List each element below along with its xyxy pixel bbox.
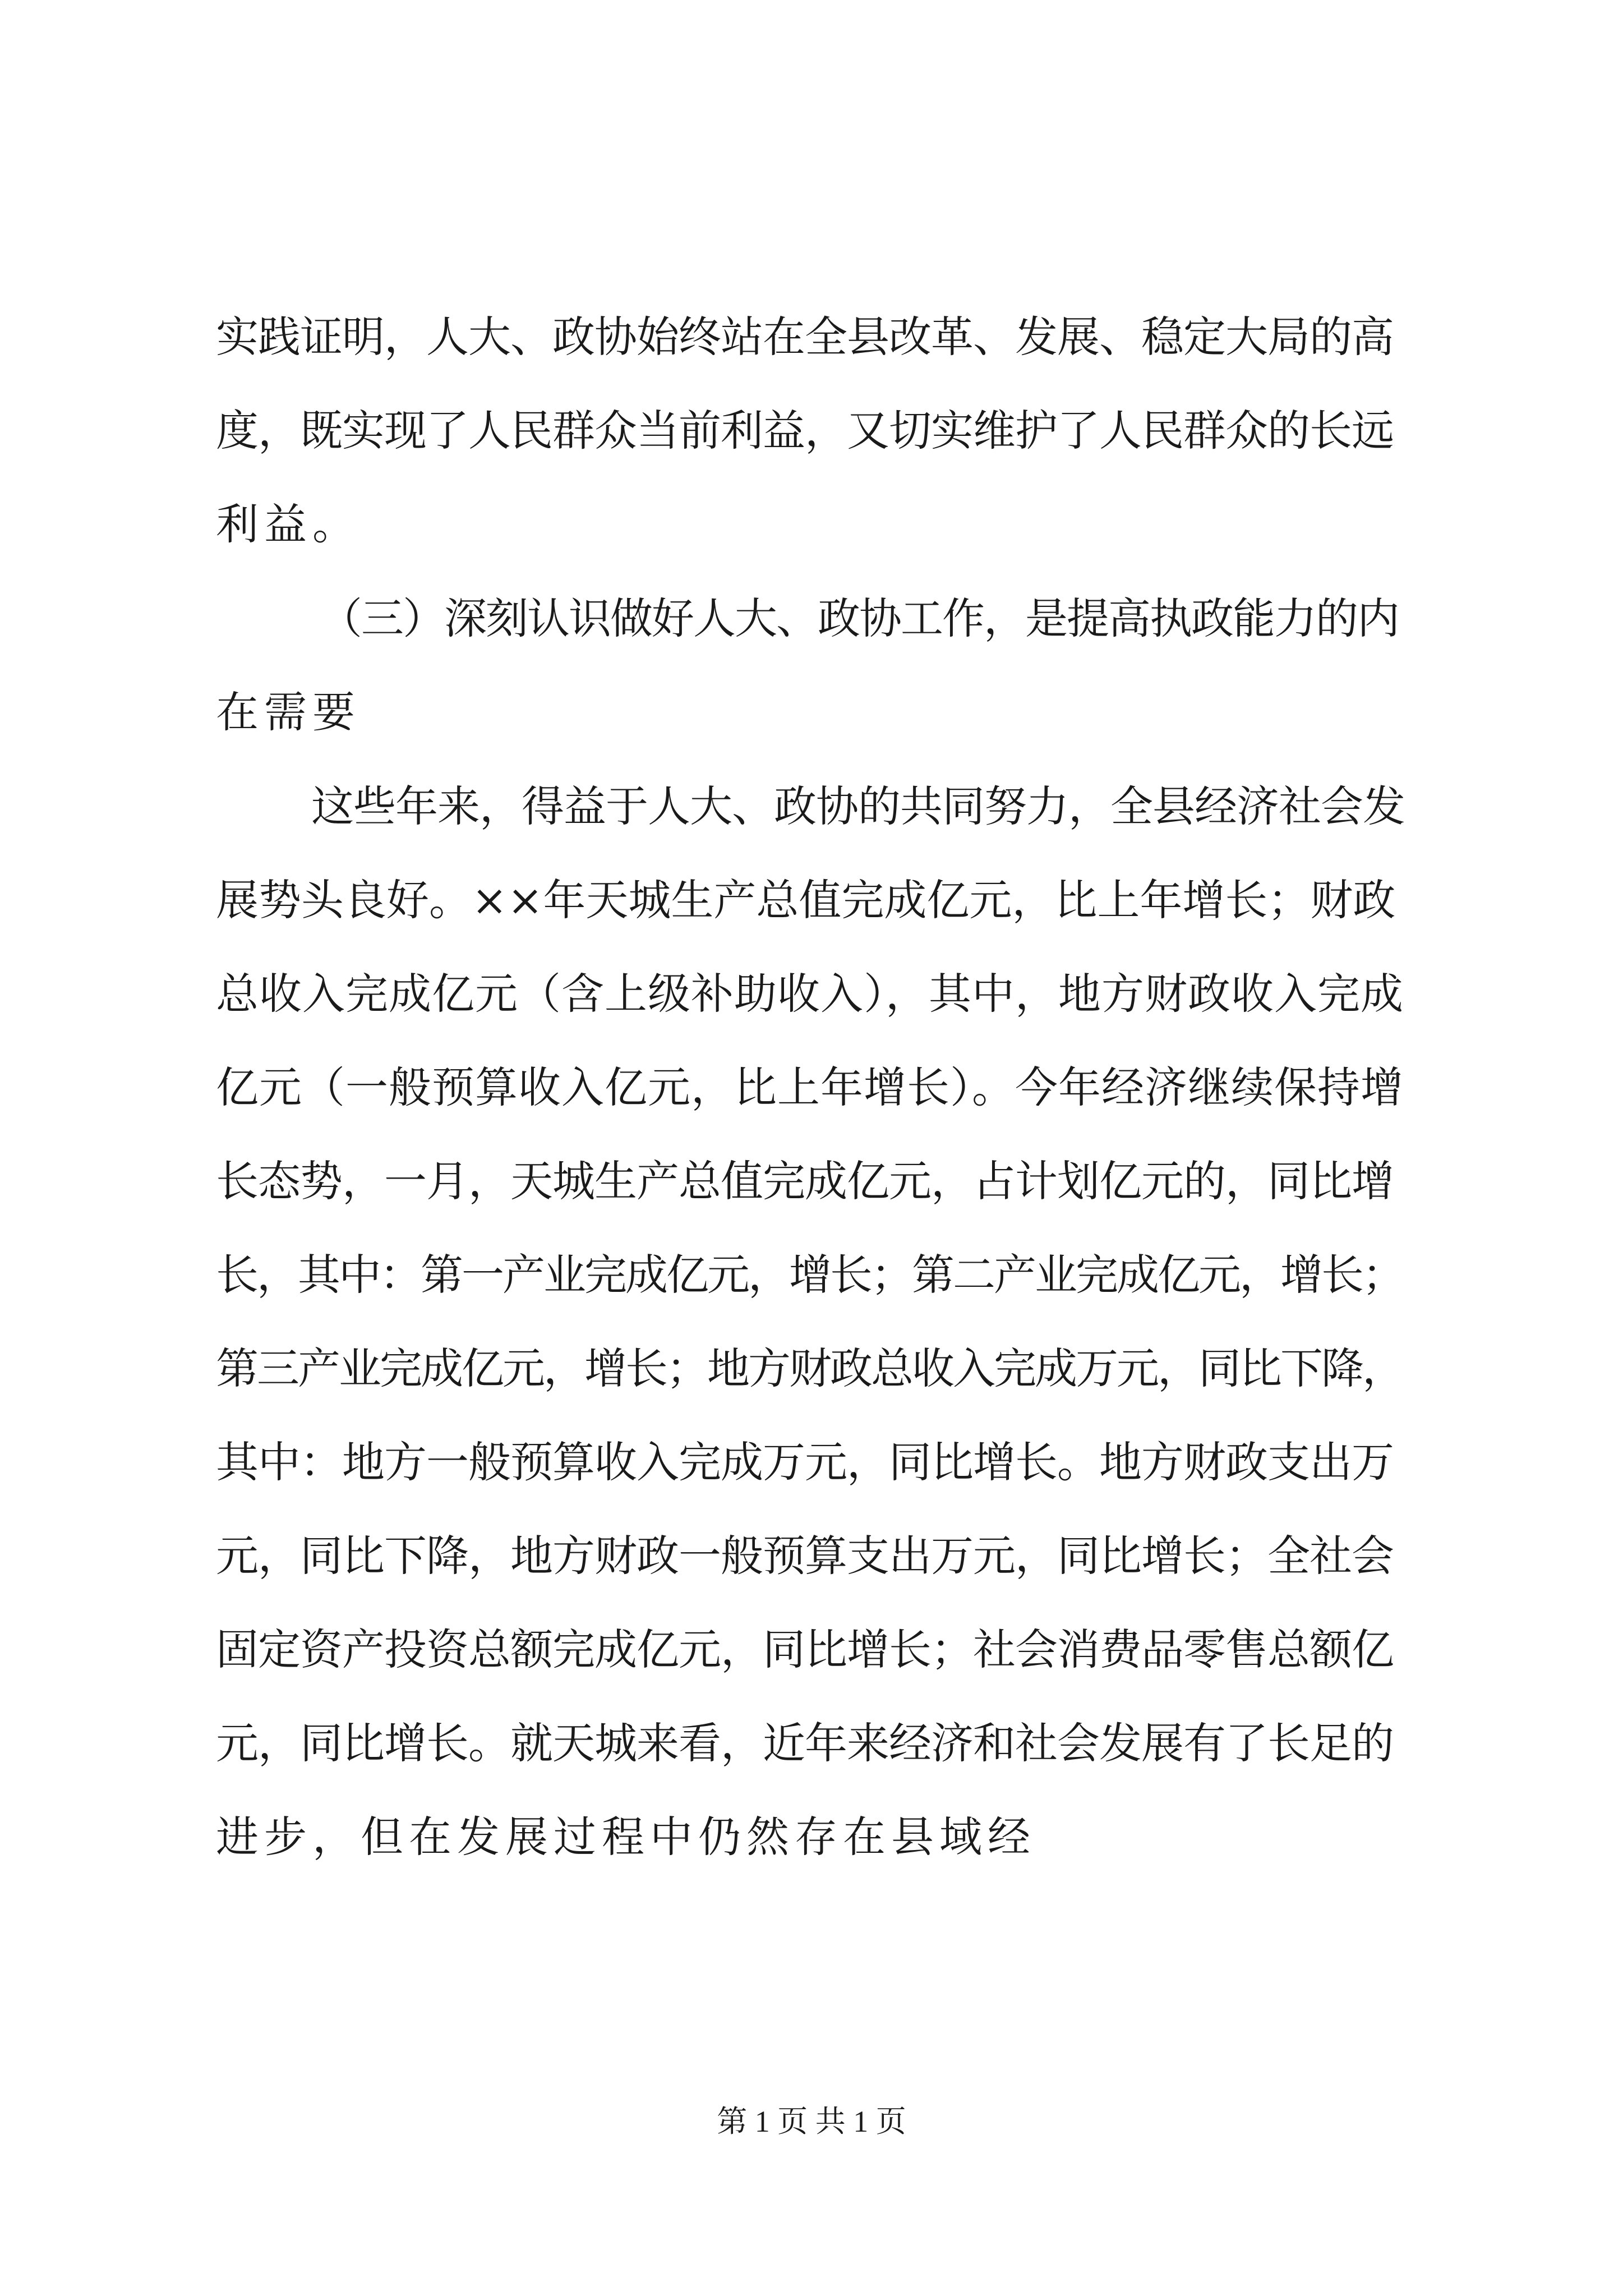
- body-text-line: 长态势，一月，天城生产总值完成亿元，占计划亿元的，同比增: [216, 1156, 1394, 1206]
- body-text-line: 利益。: [216, 499, 361, 549]
- body-text-line: 展势头良好。××年天城生产总值完成亿元，比上年增长；财政: [216, 875, 1396, 925]
- body-text-line: 度，既实现了人民群众当前利益，又切实维护了人民群众的长远: [216, 406, 1394, 455]
- section-heading-line: （三）深刻认识做好人大、政协工作，是提高执政能力的内: [320, 593, 1399, 643]
- body-text-line: 元，同比下降，地方财政一般预算支出万元，同比增长；全社会: [216, 1531, 1394, 1581]
- body-text-line: 第三产业完成亿元，增长；地方财政总收入完成万元，同比下降，: [216, 1343, 1403, 1393]
- body-text-line: 总收入完成亿元（含上级补助收入），其中，地方财政收入完成: [216, 969, 1404, 1019]
- body-text-line: 亿元（一般预算收入亿元，比上年增长）。今年经济继续保持增: [216, 1062, 1404, 1112]
- body-text-line: 其中：地方一般预算收入完成万元，同比增长。地方财政支出万: [216, 1437, 1394, 1487]
- body-text-line: 长，其中：第一产业完成亿元，增长；第二产业完成亿元，增长；: [216, 1250, 1403, 1300]
- page-number-footer: 第 1 页 共 1 页: [717, 2105, 906, 2138]
- body-text-line: 元，同比增长。就天城来看，近年来经济和社会发展有了长足的: [216, 1718, 1394, 1768]
- body-text-line: 实践证明，人大、政协始终站在全县改革、发展、稳定大局的高: [216, 312, 1394, 362]
- body-text-line: 这些年来，得益于人大、政协的共同努力，全县经济社会发: [311, 781, 1405, 831]
- section-heading-line: 在需要: [216, 687, 361, 737]
- body-text-line: 进步，但在发展过程中仍然存在县域经: [216, 1812, 1036, 1862]
- body-text-line: 固定资产投资总额完成亿元，同比增长；社会消费品零售总额亿: [216, 1625, 1394, 1674]
